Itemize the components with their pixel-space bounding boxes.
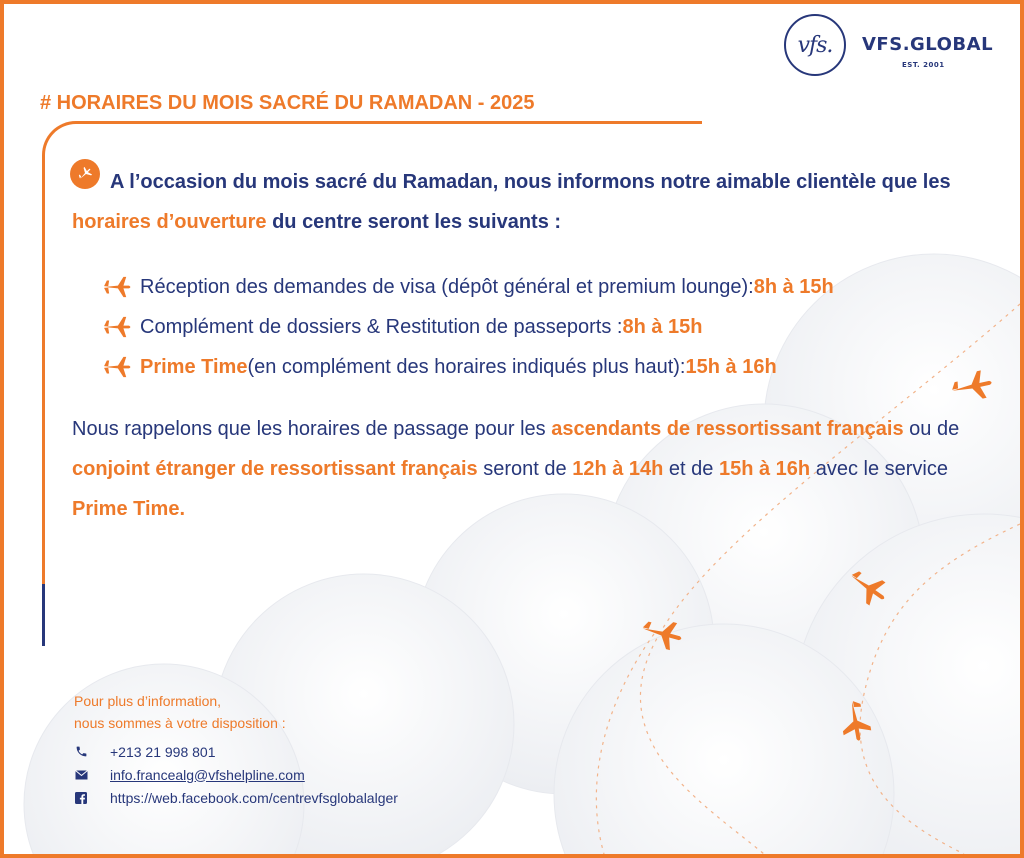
phone-icon [74, 745, 88, 759]
contact-lead [74, 690, 574, 734]
intro-paragraph [72, 162, 972, 242]
reminder-text: seront de [477, 458, 573, 480]
schedule-hours: 8h à 15h [753, 275, 834, 298]
logo-mark: vfs. [784, 14, 846, 76]
contact-lead-line: nous sommes à votre disposition : [74, 715, 286, 731]
logo-name: VFS.GLOBAL [862, 34, 994, 55]
schedule-list [102, 267, 1002, 387]
contact-email-row [74, 763, 574, 786]
schedule-label: Complément de dossiers & Restitution de passeports : [140, 315, 623, 338]
plane-icon [102, 315, 132, 339]
reminder-text: ou de [903, 418, 960, 440]
reminder-highlight: ascendants de ressortissant français [551, 418, 904, 440]
contact-facebook-row [74, 786, 574, 809]
list-item [102, 307, 1002, 347]
schedule-hours: 8h à 15h [622, 315, 703, 338]
list-item [102, 267, 1002, 307]
contact-block [74, 690, 574, 809]
frame-line-accent [42, 584, 45, 646]
reminder-hours: 12h à 14h [572, 458, 664, 480]
intro-text-end: du centre seront les suivants : [266, 211, 562, 233]
envelope-icon [74, 768, 88, 782]
contact-email-link[interactable]: info.francealg@vfshelpline.com [110, 766, 305, 783]
facebook-icon [74, 791, 88, 805]
plane-icon [102, 355, 132, 379]
schedule-label: (en complément des horaires indiqués plus haut): [247, 355, 686, 378]
frame-line-left [42, 259, 45, 584]
logo-established: EST. 2001 [902, 61, 945, 69]
contact-phone[interactable]: +213 21 998 801 [110, 743, 216, 760]
contact-phone-row [74, 740, 574, 763]
reminder-hours: 15h à 16h [718, 458, 811, 480]
reminder-highlight: conjoint étranger de ressortissant français [72, 458, 478, 480]
schedule-label: Réception des demandes de visa (dépôt général et premium lounge): [140, 275, 754, 298]
reminder-text: Nous rappelons que les horaires de passage pour les [72, 418, 552, 440]
vfs-global-logo [784, 14, 1004, 86]
reminder-paragraph [72, 409, 992, 529]
schedule-hours: 15h à 16h [685, 355, 777, 378]
schedule-label-prefix: Prime Time [140, 355, 248, 378]
reminder-text: et de [663, 458, 719, 480]
contact-lead-line: Pour plus d’information, [74, 693, 222, 709]
reminder-service: Prime Time. [72, 498, 186, 520]
list-item [102, 347, 1002, 387]
page-title: # HORAIRES DU MOIS SACRÉ DU RAMADAN - 2025 [40, 92, 535, 114]
reminder-text: avec le service [810, 458, 948, 480]
intro-highlight: horaires d’ouverture [72, 211, 267, 233]
intro-text: A l’occasion du mois sacré du Ramadan, nous informons notre aimable clientèle que les [110, 171, 951, 193]
plane-icon [102, 275, 132, 299]
contact-facebook-url[interactable]: https://web.facebook.com/centrevfsglobalalger [110, 789, 398, 806]
